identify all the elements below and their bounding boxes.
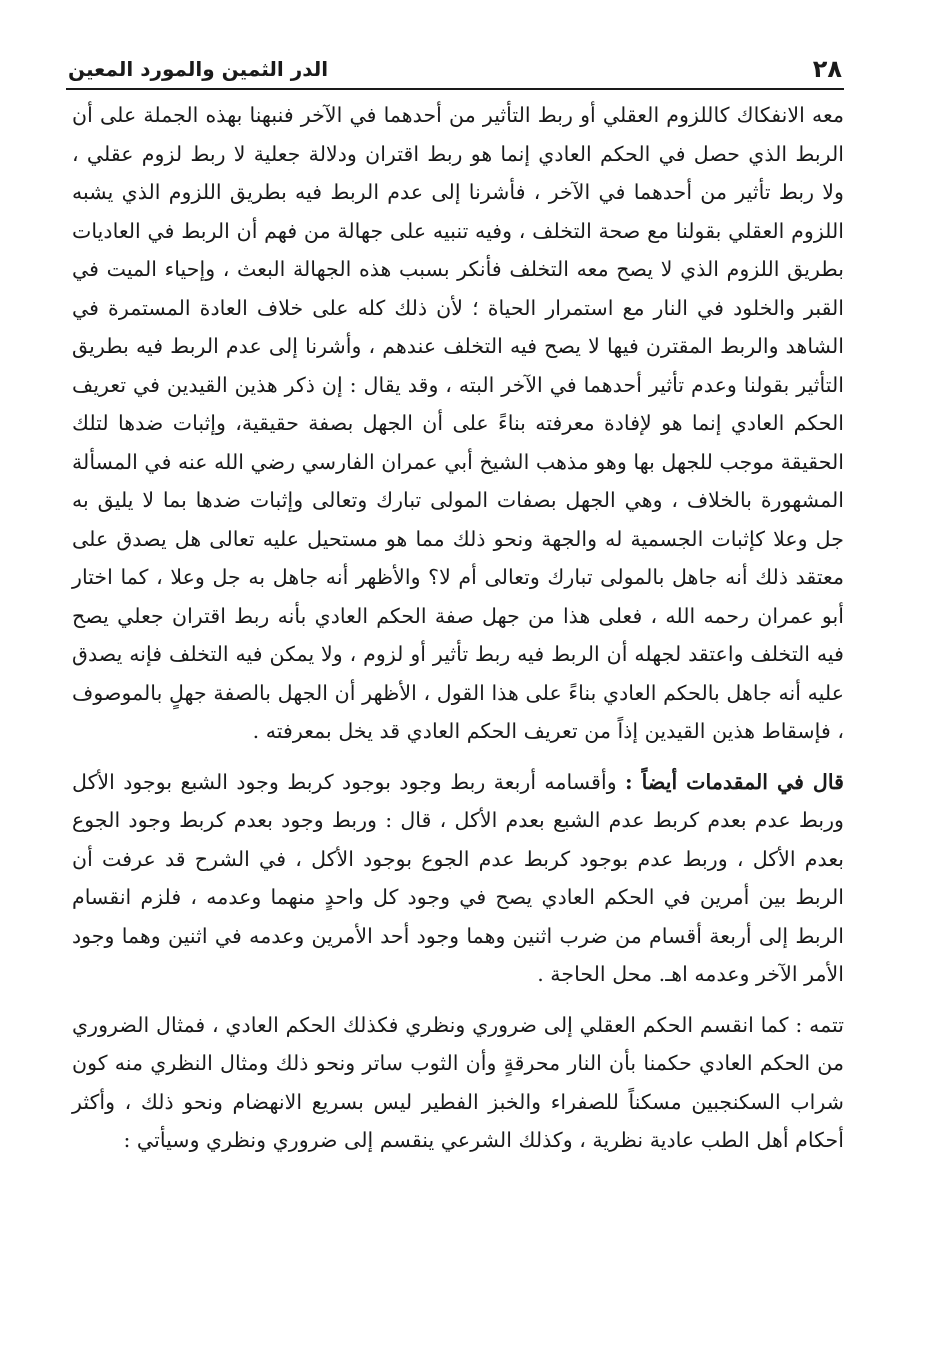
- paragraph-2-text: وأقسامه أربعة ربط وجود بوجود كربط وجود الشبع بوجود الأكل وربط عدم بعدم كربط عدم الشبع بعدم الأكل ، قال : وربط وجود بعدم كربط وجود الجوع بعدم الأكل ، وربط عدم بوجود كربط عدم الجوع بوجود الأكل ، في الشرح قد عرفت أن الربط بين أمرين في الحكم العادي يصح في وجود كل واحدٍ منهما وعدمه ، فلزم انقسام الربط إلى أربعة أقسام من ضرب اثنين وهما وجود أحد الأمرين وعدمه في اثنين وهما وجود الأمر الآخر وعدمه اهـ. محل الحاجة .: [72, 769, 844, 986]
- paragraph-3: [72, 1006, 844, 1160]
- paragraph-2: [72, 763, 844, 994]
- page-header: [66, 52, 844, 90]
- page-body: [72, 96, 844, 1160]
- paragraph-1: [72, 96, 844, 751]
- paragraph-3-text: تتمه : كما انقسم الحكم العقلي إلى ضروري ونظري فكذلك الحكم العادي ، فمثال الضروري من الحكم العادي حكمنا بأن النار محرقةٍ وأن الثوب ساتر ونحو ذلك ومثال النظري منه كون شراب السكنجبين مسكناً للصفراء والخبز الفطير ليس بسريع الانهضام ونحو ذلك ، وأكثر أحكام أهل الطب عادية نظرية ، وكذلك الشرعي ينقسم إلى ضروري ونظري وسيأتي :: [72, 1012, 844, 1152]
- running-title: الدر الثمين والمورد المعين: [68, 57, 329, 81]
- paragraph-2-lead: قال في المقدمات أيضاً :: [625, 769, 845, 794]
- page-number: ٢٨: [812, 55, 842, 83]
- paragraph-1-text: معه الانفكاك كاللزوم العقلي أو ربط التأثير من أحدهما في الآخر فنبهنا بهذه الجملة على أن الربط الذي حصل في الحكم العادي إنما هو ربط اقتران ودلالة جعلية لا ربط لزوم عقلي ، ولا ربط تأثير من أحدهما في الآخر ، فأشرنا إلى عدم الربط فيه بطريق اللزوم الذي يشبه اللزوم العقلي بقولنا مع صحة التخلف ، وفيه تنبيه على جهالة من فهم أن الربط في العاديات بطريق اللزوم الذي لا يصح معه التخلف فأنكر بسبب هذه الجهالة البعث ، وإحياء الميت في القبر والخلود في النار مع استمرار الحياة ؛ لأن ذلك كله على خلاف العادة المستمرة في الشاهد والربط المقترن فيها لا يصح فيه التخلف عندهم ، وأشرنا إلى عدم الربط فيه بطريق التأثير بقولنا وعدم تأثير أحدهما في الآخر البته ، وقد يقال : إن ذكر هذين القيدين في تعريف الحكم العادي إنما هو لإفادة معرفته بناءً على أن الجهل بصفة حقيقية، وإثبات ضدها لتلك الحقيقة موجب للجهل بها وهو مذهب الشيخ أبي عمران الفارسي رضي الله عنه في المسألة المشهورة بالخلاف ، وهي الجهل بصفات المولى تبارك وتعالى وإثبات ضدها بما لا يليق به جل وعلا كإثبات الجسمية له والجهة ونحو ذلك مما هو مستحيل عليه تعالى هل يصدق على معتقد ذلك أنه جاهل بالمولى تبارك وتعالى أم لا؟ والأظهر أنه جاهل به جل وعلا ، كما اختار أبو عمران رحمه الله ، فعلى هذا من جهل صفة الحكم العادي بأنه ربط اقتران جعلي يصح فيه التخلف واعتقد لجهله أن الربط فيه ربط تأثير أو لزوم ، ولا يمكن فيه التخلف فإنه يصدق عليه أنه جاهل بالحكم العادي بناءً على هذا القول ، الأظهر أن الجهل بالصفة جهلٍ بالموصوف ، فإسقاط هذين القيدين إذاً من تعريف الحكم العادي قد يخل بمعرفته .: [72, 103, 844, 743]
